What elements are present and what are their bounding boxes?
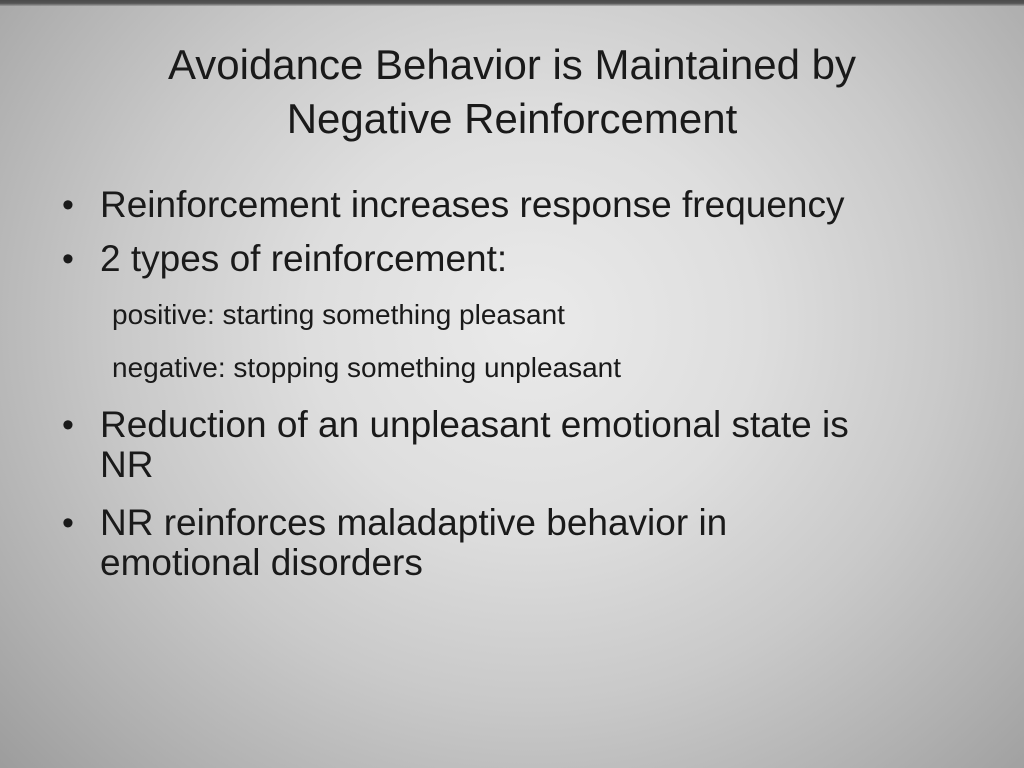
slide-title-line-1: Avoidance Behavior is Maintained by [168,41,856,88]
bullet-dot-icon: • [62,240,74,278]
sub-item [112,353,992,383]
sub-item-text-line: positive: starting something pleasant [112,299,565,330]
bullet-text-line: Reinforcement increases response frequency [100,184,845,225]
bullet-text-line: NR reinforces maladaptive behavior in [100,502,728,543]
bullet-dot-icon: • [62,186,74,224]
bullet-text-line: emotional disorders [100,542,423,583]
bullet-text [100,503,992,583]
bullet-text [100,405,992,485]
bullet-text [100,239,992,279]
bullet-text-line: 2 types of reinforcement: [100,238,508,279]
bullet-dot-icon: • [62,504,74,542]
bullet-text-line: Reduction of an unpleasant emotional state is [100,404,849,445]
slide-title [0,38,1024,146]
bullet-item [62,405,992,485]
bullet-text [100,185,992,225]
bullet-dot-icon: • [62,406,74,444]
slide-body [62,185,992,583]
sub-item-text-line: negative: stopping something unpleasant [112,352,622,383]
sub-item [112,300,992,330]
bullet-item [62,239,992,279]
bullet-item [62,185,992,225]
slide-title-line-2: Negative Reinforcement [286,95,738,142]
top-edge-strip [0,0,1024,6]
bullet-text-line: NR [100,444,154,485]
bullet-item [62,503,992,583]
